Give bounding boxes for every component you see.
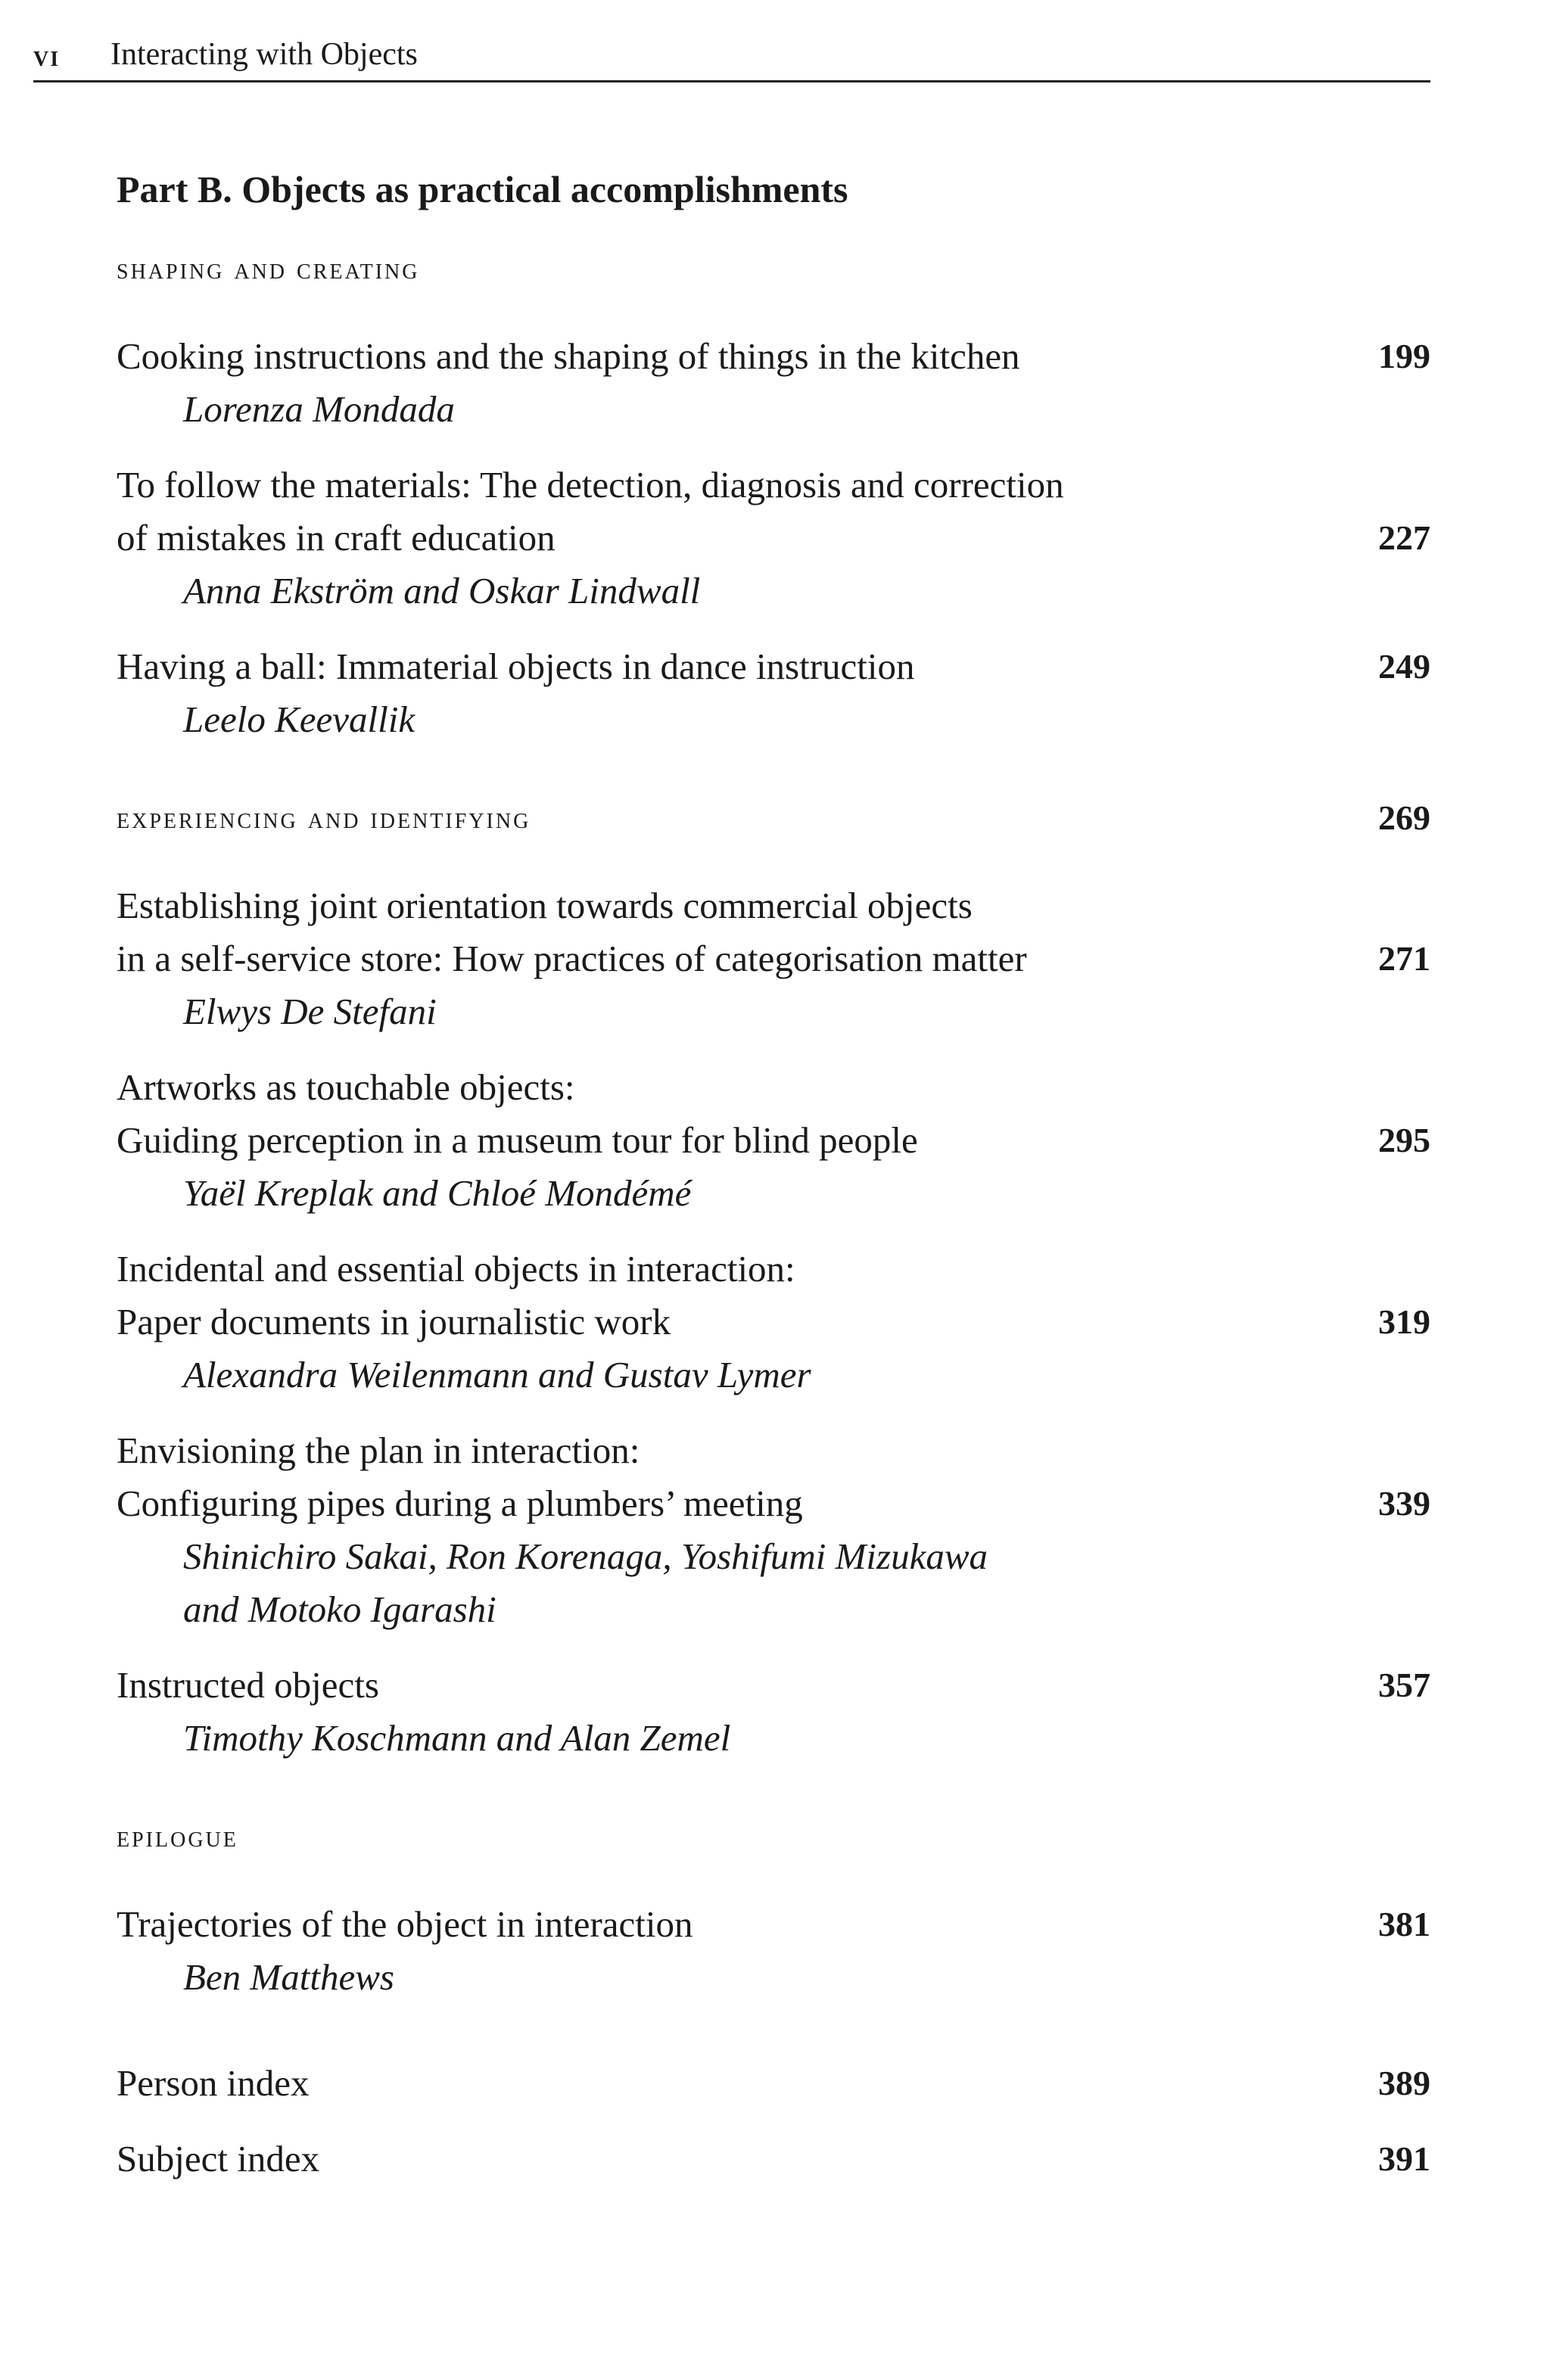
index-title: Subject index bbox=[117, 2138, 320, 2179]
entry-title-line: Configuring pipes during a plumbers’ meeting bbox=[117, 1482, 803, 1524]
entry-title-line: To follow the materials: The detection, diagnosis and correction bbox=[117, 464, 1064, 506]
entry-author-line: Shinichiro Sakai, Ron Korenaga, Yoshifumi Mizukawa bbox=[183, 1535, 988, 1577]
entry-title-line: in a self-service store: How practices of categorisation matter bbox=[117, 938, 1027, 979]
entry-author-line: Timothy Koschmann and Alan Zemel bbox=[183, 1717, 731, 1759]
table-of-contents bbox=[117, 166, 1430, 2208]
entry-authors bbox=[117, 693, 1430, 746]
index-entry[interactable] bbox=[117, 2133, 1430, 2186]
entry-page-number: 381 bbox=[1378, 1905, 1430, 1943]
index-title: Person index bbox=[117, 2062, 310, 2104]
entry-title-line: Trajectories of the object in interaction bbox=[117, 1903, 693, 1945]
entry-title bbox=[117, 1898, 1430, 1951]
entry-page-number: 357 bbox=[1378, 1666, 1430, 1704]
entry-authors bbox=[117, 1530, 1430, 1636]
section-heading-text: experiencing and identifying bbox=[117, 801, 531, 835]
toc-entry[interactable] bbox=[117, 640, 1430, 746]
entry-author-line: Ben Matthews bbox=[183, 1956, 394, 1998]
entry-title bbox=[117, 330, 1430, 383]
entry-title bbox=[117, 1424, 1430, 1530]
section-heading-text: epilogue bbox=[117, 1819, 238, 1853]
entry-page-number: 295 bbox=[1378, 1121, 1430, 1159]
toc-entry[interactable] bbox=[117, 879, 1430, 1038]
toc-sections bbox=[117, 250, 1430, 2004]
entry-author-line: Lorenza Mondada bbox=[183, 388, 455, 430]
entry-page-number: 199 bbox=[1378, 337, 1430, 375]
page-folio: vi bbox=[33, 39, 61, 73]
running-head bbox=[33, 17, 1430, 82]
toc-entry[interactable] bbox=[117, 1898, 1430, 2004]
entry-page-number: 271 bbox=[1378, 939, 1430, 978]
entry-title-line: Paper documents in journalistic work bbox=[117, 1301, 671, 1342]
entry-author-line: Anna Ekström and Oskar Lindwall bbox=[183, 570, 701, 611]
entry-page-number: 227 bbox=[1378, 518, 1430, 557]
toc-entry[interactable] bbox=[117, 1243, 1430, 1402]
entry-author-line: Leelo Keevallik bbox=[183, 698, 416, 740]
entry-authors bbox=[117, 383, 1430, 436]
entry-title-line: Having a ball: Immaterial objects in dance instruction bbox=[117, 646, 915, 687]
entry-title-line: Guiding perception in a museum tour for blind people bbox=[117, 1119, 918, 1161]
entry-author-line: Elwys De Stefani bbox=[183, 991, 437, 1032]
index-list bbox=[117, 2057, 1430, 2186]
entry-authors bbox=[117, 1951, 1430, 2004]
entry-title-line: Incidental and essential objects in interaction: bbox=[117, 1248, 795, 1290]
entry-title bbox=[117, 1061, 1430, 1167]
entry-title bbox=[117, 1243, 1430, 1349]
entry-author-line: Yaël Kreplak and Chloé Mondémé bbox=[183, 1172, 692, 1214]
entry-author-line: Alexandra Weilenmann and Gustav Lymer bbox=[183, 1354, 811, 1395]
entry-title-line: Cooking instructions and the shaping of things in the kitchen bbox=[117, 335, 1020, 377]
entry-title-line: Envisioning the plan in interaction: bbox=[117, 1430, 640, 1471]
index-entry[interactable] bbox=[117, 2057, 1430, 2110]
entry-authors bbox=[117, 1349, 1430, 1402]
entry-title bbox=[117, 879, 1430, 985]
entry-authors bbox=[117, 1712, 1430, 1765]
entry-title bbox=[117, 1659, 1430, 1712]
toc-entry[interactable] bbox=[117, 1424, 1430, 1636]
section-page-number: 269 bbox=[1378, 798, 1430, 837]
entry-page-number: 249 bbox=[1378, 647, 1430, 686]
entry-authors bbox=[117, 985, 1430, 1038]
toc-entry[interactable] bbox=[117, 330, 1430, 436]
section-heading-text: shaping and creating bbox=[117, 251, 420, 285]
index-page-number: 391 bbox=[1378, 2139, 1430, 2178]
running-head-title: Interacting with Objects bbox=[110, 37, 418, 72]
entry-page-number: 339 bbox=[1378, 1484, 1430, 1523]
section-heading bbox=[117, 250, 1430, 288]
section-heading bbox=[117, 799, 1430, 837]
entry-title-line: Instructed objects bbox=[117, 1664, 379, 1706]
entry-title-line: of mistakes in craft education bbox=[117, 517, 556, 558]
entry-title-line: Artworks as touchable objects: bbox=[117, 1066, 575, 1108]
entry-author-line: and Motoko Igarashi bbox=[183, 1588, 496, 1630]
entry-title bbox=[117, 640, 1430, 693]
toc-entry[interactable] bbox=[117, 459, 1430, 618]
toc-entry[interactable] bbox=[117, 1061, 1430, 1220]
part-title: Part B. Objects as practical accomplishments bbox=[117, 168, 848, 210]
entry-authors bbox=[117, 1167, 1430, 1220]
section-heading bbox=[117, 1818, 1430, 1856]
index-page-number: 389 bbox=[1378, 2064, 1430, 2102]
entry-title bbox=[117, 459, 1430, 565]
toc-entry[interactable] bbox=[117, 1659, 1430, 1765]
entry-page-number: 319 bbox=[1378, 1302, 1430, 1341]
entry-title-line: Establishing joint orientation towards commercial objects bbox=[117, 885, 973, 926]
entry-authors bbox=[117, 565, 1430, 618]
